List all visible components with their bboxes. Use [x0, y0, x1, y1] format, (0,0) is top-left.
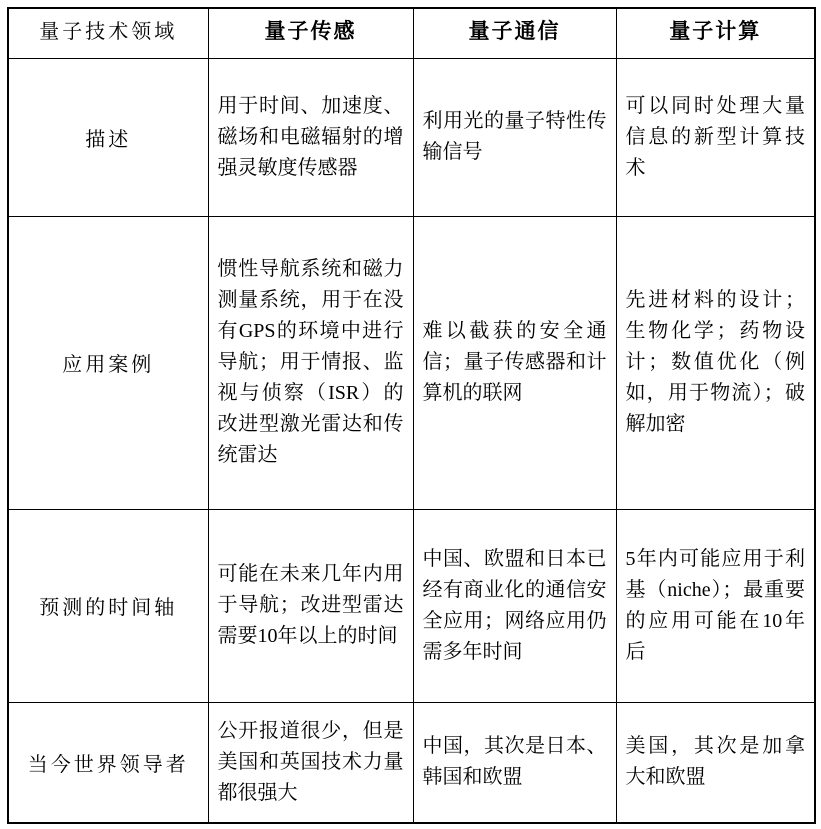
table-row-predicted-timeline	[8, 509, 815, 702]
cell-leaders-computing: 美国，其次是加拿大和欧盟	[616, 702, 815, 823]
row-label-world-leaders: 当今世界领导者	[8, 702, 208, 823]
cell-description-computing: 可以同时处理大量信息的新型计算技术	[616, 58, 815, 216]
cell-timeline-sensing: 可能在未来几年内用于导航；改进型雷达需要10年以上的时间	[208, 509, 413, 702]
header-cell-quantum-sensing: 量子传感	[208, 8, 413, 58]
cell-description-communication: 利用光的量子特性传输信号	[413, 58, 616, 216]
cell-description-sensing: 用于时间、加速度、磁场和电磁辐射的增强灵敏度传感器	[208, 58, 413, 216]
header-cell-quantum-communication: 量子通信	[413, 8, 616, 58]
cell-leaders-communication: 中国，其次是日本、韩国和欧盟	[413, 702, 616, 823]
table-row-world-leaders	[8, 702, 815, 823]
row-label-predicted-timeline: 预测的时间轴	[8, 509, 208, 702]
cell-leaders-sensing: 公开报道很少，但是美国和英国技术力量都很强大	[208, 702, 413, 823]
cell-timeline-communication: 中国、欧盟和日本已经有商业化的通信安全应用；网络应用仍需多年时间	[413, 509, 616, 702]
header-cell-field: 量子技术领域	[8, 8, 208, 58]
row-label-description: 描述	[8, 58, 208, 216]
table-header-row	[8, 8, 815, 58]
row-label-use-cases: 应用案例	[8, 216, 208, 509]
cell-use-cases-communication: 难以截获的安全通信；量子传感器和计算机的联网	[413, 216, 616, 509]
table-row-description	[8, 58, 815, 216]
header-cell-quantum-computing: 量子计算	[616, 8, 815, 58]
table-row-use-cases	[8, 216, 815, 509]
cell-use-cases-computing: 先进材料的设计；生物化学；药物设计；数值优化（例如，用于物流）；破解加密	[616, 216, 815, 509]
cell-timeline-computing: 5年内可能应用于利基（niche）；最重要的应用可能在10年后	[616, 509, 815, 702]
cell-use-cases-sensing: 惯性导航系统和磁力测量系统，用于在没有GPS的环境中进行导航；用于情报、监视与侦察（ISR）的改进型激光雷达和传统雷达	[208, 216, 413, 509]
quantum-technology-comparison-table	[7, 7, 816, 824]
